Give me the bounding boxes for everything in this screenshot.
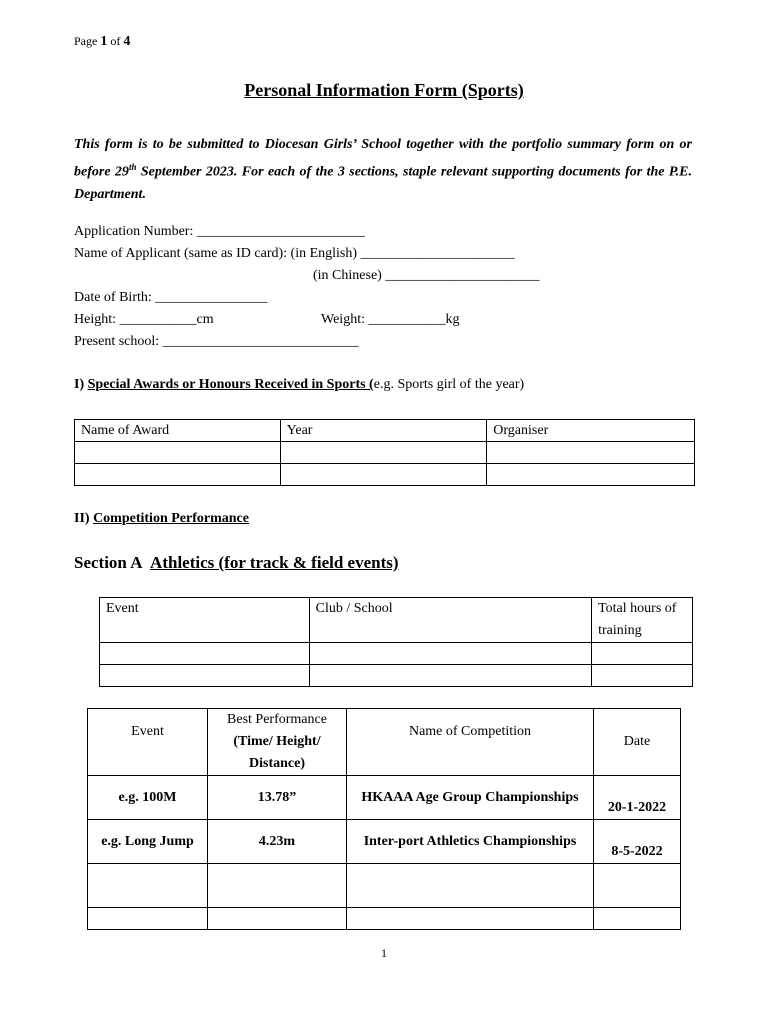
- header-event: Event: [88, 709, 208, 776]
- intro-sup: th: [128, 162, 137, 172]
- header-date: Date: [594, 709, 681, 776]
- table-cell[interactable]: [88, 908, 208, 930]
- table-cell[interactable]: [594, 908, 681, 930]
- table-cell[interactable]: [208, 864, 347, 908]
- table-row: [88, 864, 681, 908]
- table-row: [100, 643, 693, 665]
- header-organiser: Organiser: [487, 420, 695, 442]
- table-row: [100, 598, 693, 643]
- weight-field[interactable]: Weight: ___________kg: [321, 312, 460, 327]
- header-name-of-award: Name of Award: [75, 420, 281, 442]
- row2-competition: Inter-port Athletics Championships: [347, 820, 594, 864]
- section1-heading: [74, 377, 524, 393]
- row1-event: e.g. 100M: [88, 776, 208, 820]
- table-cell[interactable]: [280, 442, 487, 464]
- header-club-school: Club / School: [309, 598, 591, 643]
- table-cell[interactable]: [487, 464, 695, 486]
- intro-paragraph: [74, 134, 692, 206]
- table-cell[interactable]: [75, 464, 281, 486]
- sectionA-heading: [74, 553, 399, 573]
- section2-title: Competition Performance: [93, 511, 249, 526]
- table-cell[interactable]: [100, 665, 310, 687]
- school-field[interactable]: Present school: ____________________________: [74, 334, 359, 349]
- name-english-field[interactable]: Name of Applicant (same as ID card): (in English) ______________________: [74, 246, 515, 261]
- table-cell[interactable]: [309, 665, 591, 687]
- table-row: [75, 464, 695, 486]
- table-cell[interactable]: [347, 908, 594, 930]
- table-cell[interactable]: [592, 665, 693, 687]
- page-prefix: Page: [74, 34, 98, 48]
- page-of: of: [110, 34, 121, 48]
- table-cell[interactable]: [309, 643, 591, 665]
- header-event: Event: [100, 598, 310, 643]
- table-cell[interactable]: [592, 643, 693, 665]
- page-current: 1: [100, 34, 108, 49]
- dob-field[interactable]: Date of Birth: ________________: [74, 290, 268, 305]
- table-row: [75, 420, 695, 442]
- row1-competition: HKAAA Age Group Championships: [347, 776, 594, 820]
- table-row: [100, 665, 693, 687]
- table-cell[interactable]: [594, 864, 681, 908]
- table-row: [88, 908, 681, 930]
- section2-num: II): [74, 511, 90, 526]
- intro-part1: This form is to be submitted to Diocesan Girls’ School together with the portfolio summary form on or before 29: [74, 137, 692, 180]
- row1-date: 20-1-2022: [594, 776, 681, 820]
- training-table: [99, 597, 693, 687]
- header-best-performance: [208, 709, 347, 776]
- table-row: [88, 709, 681, 776]
- application-number-field[interactable]: Application Number: ________________________: [74, 224, 365, 239]
- performance-table: [87, 708, 681, 930]
- header-year: Year: [280, 420, 487, 442]
- table-cell[interactable]: [100, 643, 310, 665]
- awards-table: [74, 419, 695, 486]
- table-cell[interactable]: [75, 442, 281, 464]
- header-best-line2: (Time/ Height/ Distance): [233, 734, 321, 771]
- table-cell[interactable]: [487, 442, 695, 464]
- section1-num: I): [74, 377, 85, 392]
- table-row: [88, 820, 681, 864]
- section2-heading: [74, 511, 249, 527]
- name-chinese-field[interactable]: (in Chinese) ______________________: [313, 268, 540, 283]
- page-total: 4: [123, 34, 131, 49]
- row2-performance: 4.23m: [208, 820, 347, 864]
- sectionA-label: Section A: [74, 553, 143, 572]
- table-cell[interactable]: [88, 864, 208, 908]
- header-competition: Name of Competition: [347, 709, 594, 776]
- height-field[interactable]: Height: ___________cm: [74, 312, 214, 327]
- section1-title: Special Awards or Honours Received in Sports (: [87, 377, 374, 392]
- header-total-hours: Total hours of training: [592, 598, 693, 643]
- page-title: Personal Information Form (Sports): [244, 80, 524, 100]
- row1-performance: 13.78”: [208, 776, 347, 820]
- page-number: 1: [381, 946, 387, 960]
- page-header: [74, 34, 130, 50]
- table-row: [75, 442, 695, 464]
- intro-part2: September 2023. For each of the 3 sections, staple relevant supporting documents for the P.E. Department.: [74, 164, 692, 202]
- section1-example: e.g. Sports girl of the year): [373, 377, 525, 392]
- table-cell[interactable]: [347, 864, 594, 908]
- table-row: [88, 776, 681, 820]
- table-cell[interactable]: [280, 464, 487, 486]
- sectionA-title: Athletics (for track & field events): [150, 553, 399, 572]
- row2-date: 8-5-2022: [594, 820, 681, 864]
- table-cell[interactable]: [208, 908, 347, 930]
- row2-event: e.g. Long Jump: [88, 820, 208, 864]
- header-best-line1: Best Performance: [227, 712, 327, 727]
